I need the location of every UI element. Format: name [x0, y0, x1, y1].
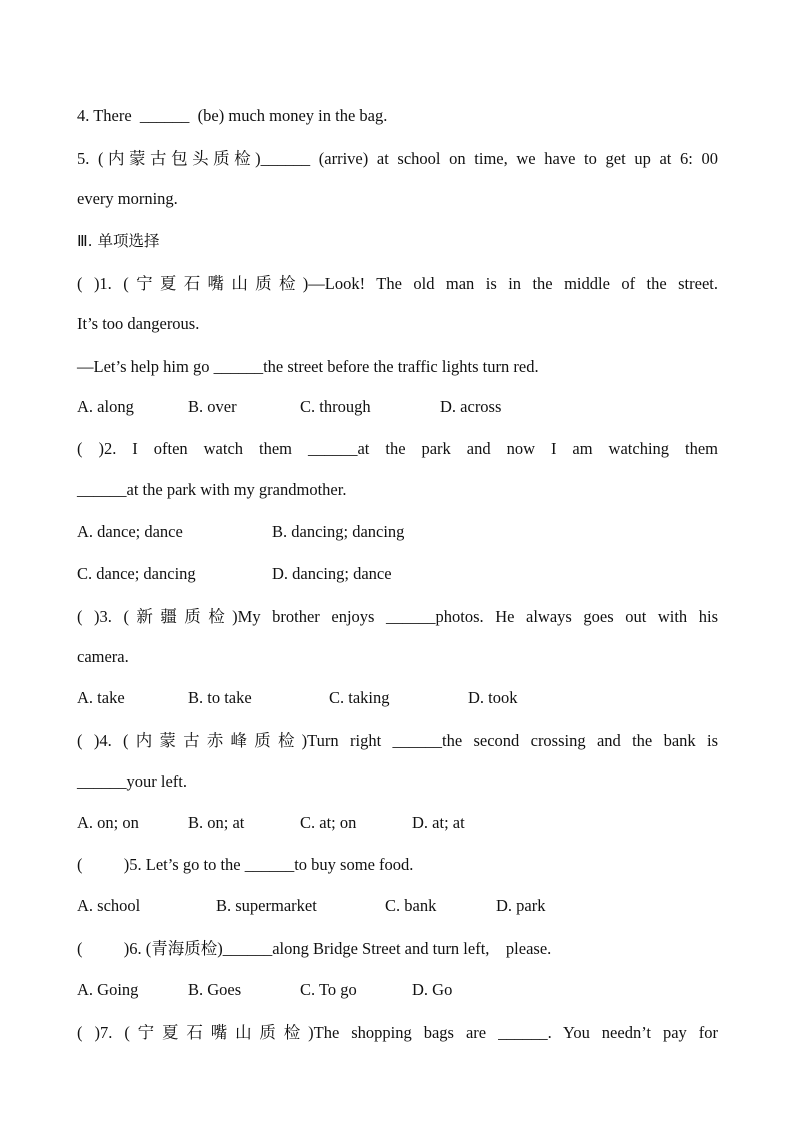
- mc-6-option-a: A. Going: [77, 980, 139, 999]
- mc-1-line-2: It’s too dangerous.: [77, 314, 200, 333]
- mc-5-option-d: D. park: [496, 896, 546, 915]
- mc-2-option-a: A. dance; dance: [77, 522, 183, 541]
- mc-6-option-c: C. To go: [300, 980, 357, 999]
- mc-3-option-c: C. taking: [329, 688, 390, 707]
- mc-4-option-d: D. at; at: [412, 813, 465, 832]
- mc-3-line-1: ( )3. (新疆质检)My brother enjoys ______photos. He always goes out with his: [77, 607, 718, 626]
- mc-4-option-b: B. on; at: [188, 813, 245, 832]
- mc-3-option-a: A. take: [77, 688, 125, 707]
- question-5-line-1: 5. (内蒙古包头质检)______ (arrive) at school on time, we have to get up at 6: 00: [77, 149, 718, 168]
- mc-1-line-1: ( )1. (宁夏石嘴山质检)—Look! The old man is in the middle of the street.: [77, 274, 718, 293]
- mc-4-line-1: ( )4. (内蒙古赤峰质检)Turn right ______the second crossing and the bank is: [77, 731, 718, 750]
- mc-1-option-b: B. over: [188, 397, 237, 416]
- question-5-line-2: every morning.: [77, 189, 178, 208]
- mc-7-line-1: ( )7. (宁夏石嘴山质检)The shopping bags are ______. You needn’t pay for: [77, 1023, 718, 1042]
- mc-1-option-c: C. through: [300, 397, 371, 416]
- mc-2-option-c: C. dance; dancing: [77, 564, 196, 583]
- section-heading-multiple-choice: Ⅲ. 单项选择: [77, 232, 160, 250]
- mc-4-option-c: C. at; on: [300, 813, 357, 832]
- mc-6-option-d: D. Go: [412, 980, 453, 999]
- mc-1-line-3: —Let’s help him go ______the street before the traffic lights turn red.: [77, 357, 539, 376]
- mc-6-line-1: ( )6. (青海质检)______along Bridge Street and turn left, please.: [77, 939, 552, 958]
- mc-5-option-b: B. supermarket: [216, 896, 317, 915]
- mc-1-option-a: A. along: [77, 397, 134, 416]
- mc-3-option-b: B. to take: [188, 688, 252, 707]
- mc-5-option-a: A. school: [77, 896, 141, 915]
- mc-2-line-2: ______at the park with my grandmother.: [77, 480, 347, 499]
- mc-6-option-b: B. Goes: [188, 980, 242, 999]
- mc-4-option-a: A. on; on: [77, 813, 139, 832]
- mc-5-option-c: C. bank: [385, 896, 437, 915]
- mc-3-option-d: D. took: [468, 688, 518, 707]
- mc-5-line-1: ( )5. Let’s go to the ______to buy some food.: [77, 855, 414, 874]
- mc-1-option-d: D. across: [440, 397, 502, 416]
- question-4: 4. There ______ (be) much money in the bag.: [77, 106, 388, 125]
- mc-2-line-1: ( )2. I often watch them ______at the park and now I am watching them: [77, 439, 718, 458]
- mc-2-option-d: D. dancing; dance: [272, 564, 392, 583]
- mc-2-option-b: B. dancing; dancing: [272, 522, 405, 541]
- mc-3-line-2: camera.: [77, 647, 129, 666]
- mc-4-line-2: ______your left.: [77, 772, 187, 791]
